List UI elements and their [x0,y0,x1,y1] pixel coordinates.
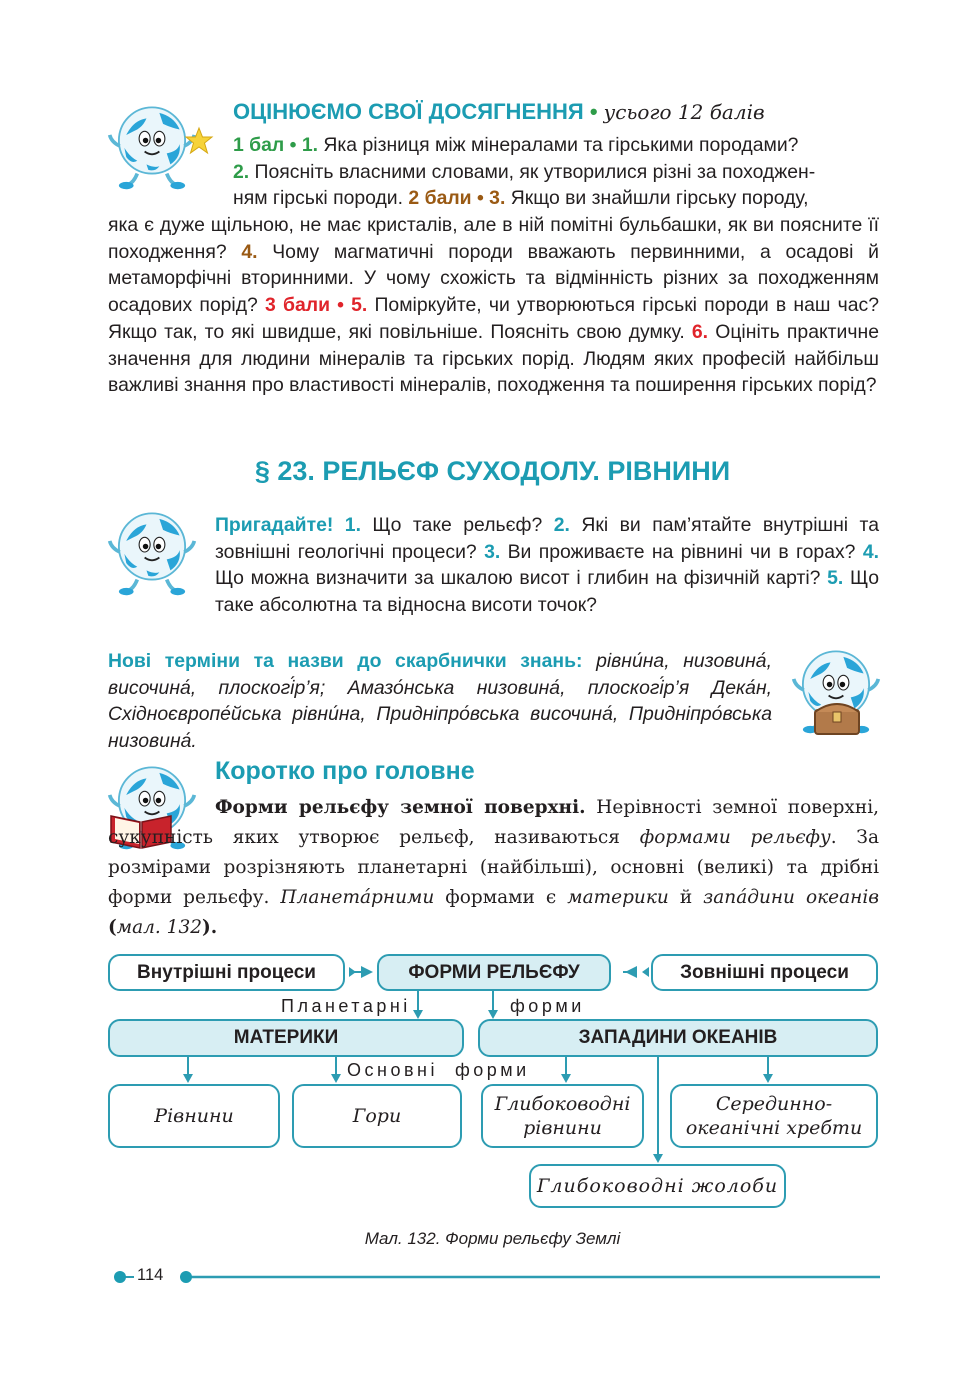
mid-ocean-ridges-label-2: океанічні хребти [685,1117,863,1139]
external-processes-label: Зовнішні процеси [680,961,849,983]
summary-t5-italic: мал. 132 [116,917,202,938]
abyssal-plains-box [481,1084,644,1148]
footer-dot-right-icon [180,1271,192,1283]
recall-q3: Ви проживаєте на рівнині чи в горах? [500,540,863,563]
summary-t6: ). [202,917,218,938]
score-3-label: 3 бали • 5. [265,294,368,317]
recall-q5: Що таке абсолютна та відносна висоти точок? [215,567,879,617]
question-4: Чому магматичні породи вважають первинними, а осадові й метаморфічні вторинними. У чому схожість та відмінність різних за походженням осадових порід? [108,240,879,317]
relief-forms-label: ФОРМИ РЕЛЬЄФУ [408,961,580,983]
summary-t1: Нерівності земної поверхні, сукупність яких утворює рельєф, називаються [108,797,879,848]
score-2-label: 2 бали • 3. [408,187,506,210]
question-6: Оцініть практичне значення для людини мінералів та гірських порід. Людям яких професій найбільш важливі знання про властивості мінералів, походження та поширення гірських порід? [108,320,879,397]
recall-q2-label: 2. [553,514,570,536]
footer-rule [108,1266,880,1290]
summary-t3: формами є [434,887,568,908]
deep-trenches-box [529,1164,786,1208]
internal-processes-label: Внутрішні процеси [137,961,316,983]
recall-q3-label: 3. [484,540,501,563]
deep-trenches-label: Глибоководні жолоби [536,1175,779,1197]
ocean-basins-box [478,1019,878,1057]
question-2-line1: Поясніть власними словами, як утворилися різні за походжен- [249,160,816,183]
main-forms-label: Основні форми [347,1060,530,1080]
question-2-label: 2. [233,160,250,183]
assessment-bullet: • [589,99,598,124]
question-3-part1: Якщо ви знайшли гірську породу, [505,187,809,210]
footer-dot-left-icon [114,1271,126,1283]
summary-t2: . За розмірами розрізняють планетарні (найбільші), основні (великі) та дрібні форми рельєфу. [108,827,879,908]
recall-q5-label: 5. [827,567,844,590]
terms-list: рівни́на, низовина́, височина́, плоскогі́р’я; Амазо́нська низовина́, плоскогі́р’я Дека́н, Східноєвропе́йська рівни́на, Придніпро́вська височина́, Придніпро́вська низовина́. [108,650,772,753]
assessment-heading: ОЦІНЮЄМО СВОЇ ДОСЯГНЕННЯ [233,99,584,124]
external-processes-box [651,954,878,991]
question-2-line2: ням гірські породи. [233,187,409,210]
recall-q1: Що таке рельєф? [360,514,554,536]
question-1: Яка різниця між мінералами та гірськими породами? [318,134,799,156]
internal-processes-box [108,954,345,991]
mountains-box [292,1084,462,1148]
relief-forms-box [377,954,611,991]
continents-box [108,1019,464,1057]
question-4-label: 4. [241,240,258,263]
recall-q4-label: 4. [862,540,879,563]
summary-t4-italic: запа́дини океанів [703,887,880,908]
terms-label: Нові терміни та назви до скарбнички знань: [108,650,583,672]
plains-box [108,1084,280,1148]
plains-label: Рівнини [154,1105,234,1127]
summary-t2-italic: Планета́рними [280,887,435,908]
question-3-rest: яка є дуже щільною, не має кристалів, але в ній помітні бульбашки, як ви поясните її походження? [108,214,879,263]
assessment-subtitle: усього 12 балів [603,100,765,124]
recall-q4: Що можна визначити за шкалою висот і глибин на фізичній карті? [215,567,828,590]
section-title: § 23. РЕЛЬЄФ СУХОДОЛУ. РІВНИНИ [254,456,731,486]
forms-label: форми [510,996,585,1016]
mountains-label: Гори [352,1105,402,1127]
score-1-label: 1 бал • 1. [233,134,318,156]
ocean-basins-label: ЗАПАДИНИ ОКЕАНІВ [578,1027,778,1048]
recall-q2: Які ви пам’ятайте внутрішні та зовнішні геологічні процеси? [215,514,880,563]
abyssal-plains-label: Глибоководні рівнини [494,1093,631,1139]
summary-t3-italic: материки [567,887,669,908]
recall-label: Пригадайте! 1. [215,514,361,536]
figure-caption: Мал. 132. Форми рельєфу Землі [364,1229,621,1248]
summary-lead: Форми рельєфу земної поверхні. [215,797,586,818]
summary-t5: ( [108,917,117,938]
page-number: 114 [137,1266,164,1284]
mid-ocean-ridges-label-1: Серединно- [715,1093,833,1115]
summary-heading: Коротко про головне [215,757,475,785]
question-6-label: 6. [691,320,709,343]
summary-t1-italic: формами рельєфу [639,827,831,848]
summary-t4: й [668,887,704,908]
planetary-label: Планетарні [281,996,411,1016]
mid-ocean-ridges-box [670,1084,878,1148]
question-5: Поміркуйте, чи утворюються гірські породи в наш час? Якщо так, то які швидше, які повільніше. Поясніть свою думку. [108,294,879,343]
continents-label: МАТЕРИКИ [233,1027,339,1048]
